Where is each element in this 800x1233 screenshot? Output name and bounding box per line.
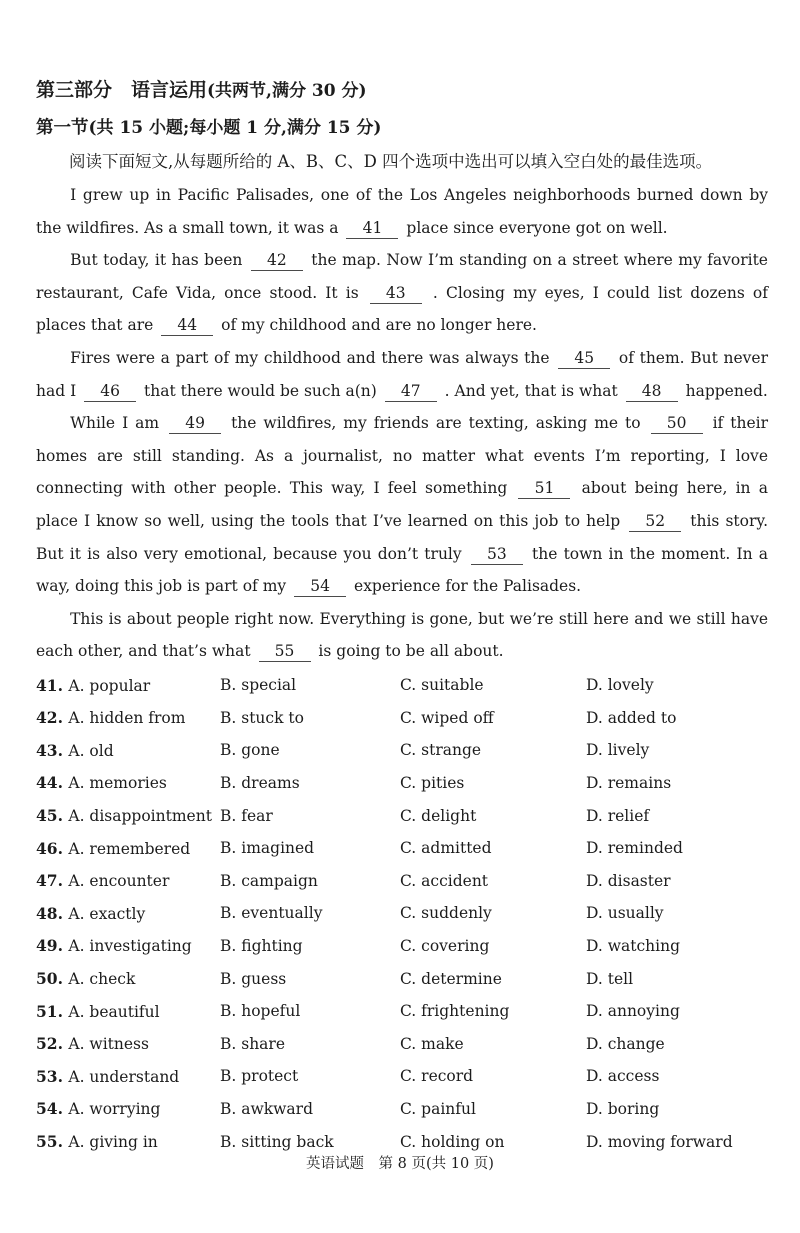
option-47C: C. accident — [400, 871, 489, 890]
option-41B: B. special — [220, 676, 297, 695]
option-46B: B. imagined — [220, 839, 315, 858]
option-43B: B. gone — [220, 741, 280, 760]
option-52C: C. make — [400, 1034, 464, 1053]
option-54D: D. boring — [586, 1099, 660, 1118]
question-row-45 — [36, 799, 768, 832]
question-row-41 — [36, 669, 768, 702]
passage-paragraph: This is about people right now. Everything is gone, but we’re still here and we still have each other, and that’s what 55 is going to be all about. — [36, 603, 768, 668]
question-number: 48. — [36, 903, 69, 923]
option-53B: B. protect — [220, 1067, 299, 1086]
cloze-blank-44: 44 — [161, 317, 213, 336]
question-number: 50. — [36, 969, 69, 989]
option-49B: B. fighting — [220, 936, 303, 955]
question-row-52 — [36, 1027, 768, 1060]
question-number: 42. — [36, 708, 69, 728]
option-46C: C. admitted — [400, 839, 492, 858]
option-45D: D. relief — [586, 806, 650, 825]
option-44A: 44. A. memories — [36, 773, 167, 793]
option-53A: 53. A. understand — [36, 1066, 180, 1086]
cloze-passage — [36, 179, 768, 668]
option-42B: B. stuck to — [220, 708, 304, 727]
option-44C: C. pities — [400, 773, 465, 792]
section-heading — [36, 116, 768, 140]
option-41C: C. suitable — [400, 676, 484, 695]
option-54B: B. awkward — [220, 1099, 313, 1118]
option-46D: D. reminded — [586, 839, 683, 858]
cloze-blank-55: 55 — [259, 643, 311, 662]
option-50C: C. determine — [400, 969, 502, 988]
option-54A: 54. A. worrying — [36, 1099, 161, 1119]
cloze-blank-53: 53 — [471, 546, 523, 565]
option-44B: B. dreams — [220, 773, 300, 792]
option-46A: 46. A. remembered — [36, 838, 191, 858]
option-45B: B. fear — [220, 806, 273, 825]
option-45C: C. delight — [400, 806, 477, 825]
option-42D: D. added to — [586, 708, 677, 727]
cloze-blank-42: 42 — [251, 252, 303, 271]
options-table — [36, 669, 768, 1158]
cloze-blank-47: 47 — [385, 383, 437, 402]
option-48A: 48. A. exactly — [36, 903, 146, 923]
cloze-blank-48: 48 — [626, 383, 678, 402]
question-number: 41. — [36, 675, 69, 695]
question-number: 45. — [36, 806, 69, 826]
instruction-text: 阅读下面短文,从每题所给的 A、B、C、D 四个选项中选出可以填入空白处的最佳选项。 — [69, 152, 713, 171]
option-47B: B. campaign — [220, 871, 318, 890]
option-50B: B. guess — [220, 969, 287, 988]
cloze-blank-49: 49 — [169, 415, 221, 434]
option-48B: B. eventually — [220, 904, 323, 923]
part-heading-score: (共两节,满分 30 分) — [207, 81, 367, 101]
option-42A: 42. A. hidden from — [36, 708, 186, 728]
cloze-blank-51: 51 — [518, 480, 570, 499]
question-number: 54. — [36, 1099, 69, 1119]
question-row-44 — [36, 767, 768, 800]
option-54C: C. painful — [400, 1099, 476, 1118]
option-52B: B. share — [220, 1034, 286, 1053]
passage-paragraph: I grew up in Pacific Palisades, one of the Los Angeles neighborhoods burned down by the wildfires. As a small town, it was a 41 place since everyone got on well. — [36, 179, 768, 244]
option-53D: D. access — [586, 1067, 660, 1086]
question-row-50 — [36, 962, 768, 995]
question-row-48 — [36, 897, 768, 930]
question-row-43 — [36, 734, 768, 767]
option-55A: 55. A. giving in — [36, 1132, 158, 1152]
question-row-53 — [36, 1060, 768, 1093]
question-number: 51. — [36, 1001, 69, 1021]
option-41D: D. lovely — [586, 676, 654, 695]
cloze-blank-54: 54 — [294, 578, 346, 597]
cloze-blank-41: 41 — [346, 220, 398, 239]
option-43A: 43. A. old — [36, 740, 114, 760]
question-number: 47. — [36, 871, 69, 891]
option-49C: C. covering — [400, 936, 490, 955]
page-footer: 英语试题 第 8 页(共 10 页) — [306, 1156, 494, 1172]
question-number: 43. — [36, 740, 69, 760]
option-43D: D. lively — [586, 741, 650, 760]
option-53C: C. record — [400, 1067, 474, 1086]
passage-paragraph: While I am 49 the wildfires, my friends are texting, asking me to 50 if their homes are still standing. As a journalist, no matter what events I’m reporting, I love connecting with other people. This way, I feel something 51 about being here, in a place I know so well, using the tools that I’ve learned on this job to help 52 this story. But it is also very emotional, because you don’t truly 53 the town in the moment. In a way, doing this job is part of my 54 experience for the Palisades. — [36, 407, 768, 603]
question-row-49 — [36, 930, 768, 963]
question-number: 55. — [36, 1132, 69, 1152]
passage-paragraph: Fires were a part of my childhood and there was always the 45 of them. But never had I 46 that there would be such a(n) 47 . And yet, that is what 48 happened. — [36, 342, 768, 407]
cloze-blank-46: 46 — [84, 383, 136, 402]
option-51D: D. annoying — [586, 1002, 680, 1021]
option-41A: 41. A. popular — [36, 675, 151, 695]
option-51B: B. hopeful — [220, 1002, 301, 1021]
question-number: 46. — [36, 838, 69, 858]
question-number: 44. — [36, 773, 69, 793]
section-heading-score: (共 15 小题;每小题 1 分,满分 15 分) — [88, 118, 382, 138]
option-44D: D. remains — [586, 773, 672, 792]
question-row-51 — [36, 995, 768, 1028]
cloze-blank-43: 43 — [370, 285, 422, 304]
option-45A: 45. A. disappointment — [36, 806, 212, 826]
option-50D: D. tell — [586, 969, 634, 988]
option-50A: 50. A. check — [36, 969, 136, 989]
cloze-blank-52: 52 — [629, 513, 681, 532]
option-48D: D. usually — [586, 904, 664, 923]
question-number: 53. — [36, 1066, 69, 1086]
option-47D: D. disaster — [586, 871, 671, 890]
option-49A: 49. A. investigating — [36, 936, 192, 956]
option-55C: C. holding on — [400, 1132, 505, 1151]
part-heading — [36, 78, 768, 103]
option-51A: 51. A. beautiful — [36, 1001, 160, 1021]
option-55D: D. moving forward — [586, 1132, 733, 1151]
passage-paragraph: But today, it has been 42 the map. Now I’m standing on a street where my favorite restaurant, Cafe Vida, once stood. It is 43 . Closing my eyes, I could list dozens of places that are 44 of my childhood and are no longer here. — [36, 244, 768, 342]
option-55B: B. sitting back — [220, 1132, 334, 1151]
question-row-42 — [36, 702, 768, 735]
option-43C: C. strange — [400, 741, 482, 760]
option-52A: 52. A. witness — [36, 1034, 149, 1054]
option-47A: 47. A. encounter — [36, 871, 170, 891]
option-48C: C. suddenly — [400, 904, 492, 923]
part-heading-title: 第三部分 语言运用 — [36, 79, 208, 101]
option-49D: D. watching — [586, 936, 680, 955]
question-row-46 — [36, 832, 768, 865]
cloze-blank-45: 45 — [558, 350, 610, 369]
question-row-54 — [36, 1093, 768, 1126]
option-51C: C. frightening — [400, 1002, 510, 1021]
section-heading-title: 第一节 — [36, 118, 89, 138]
cloze-blank-50: 50 — [651, 415, 703, 434]
question-number: 52. — [36, 1034, 69, 1054]
option-52D: D. change — [586, 1034, 665, 1053]
question-row-47 — [36, 864, 768, 897]
option-42C: C. wiped off — [400, 708, 494, 727]
question-number: 49. — [36, 936, 69, 956]
